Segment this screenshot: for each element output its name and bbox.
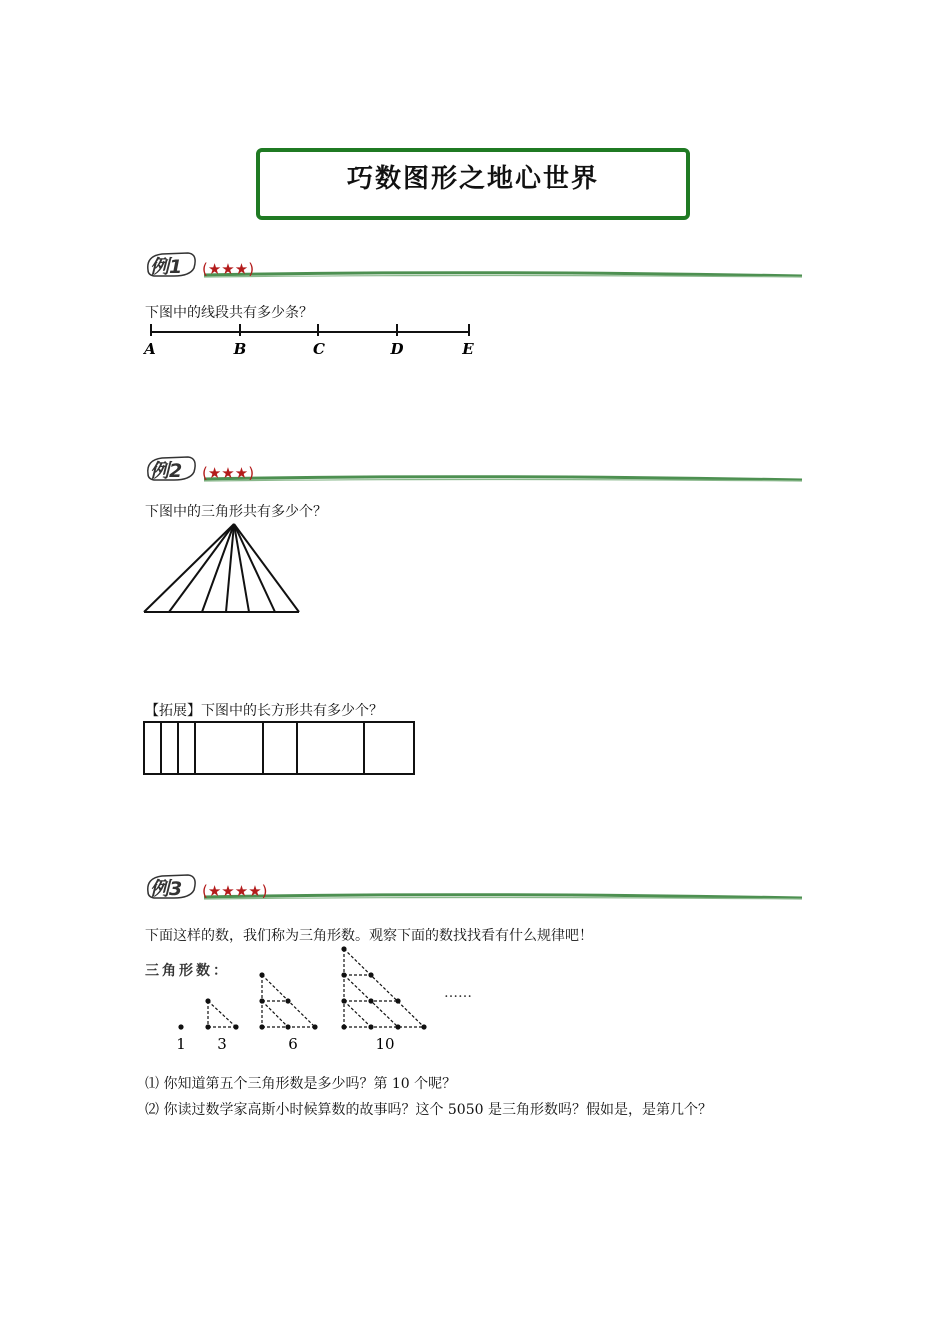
example-3-question-1: ⑴ 你知道第五个三角形数是多少吗？第 10 个呢？	[145, 1076, 457, 1092]
fan-ray-2	[169, 524, 234, 612]
point-label-e: E	[462, 340, 474, 358]
triangular-number-caption: 三角形数：	[145, 963, 230, 979]
page-title: 巧数图形之地心世界	[346, 164, 599, 194]
example-2-stars: (★★★)	[202, 464, 255, 482]
example-3-label: 例3	[150, 878, 183, 900]
example-1-divider-shade	[204, 276, 802, 278]
point-label-c: C	[313, 340, 325, 358]
point-label-d: D	[390, 340, 404, 358]
triangle-10	[341, 946, 426, 1029]
ellipsis: ……	[444, 985, 472, 1001]
example-2-divider-shade	[204, 480, 802, 482]
fan-ray-7	[234, 524, 299, 612]
triangle-3	[205, 998, 238, 1029]
example-2-question: 下图中的三角形共有多少个？	[145, 504, 327, 520]
number-label-6: 6	[288, 1035, 298, 1053]
triangle-6	[259, 972, 317, 1029]
example-1-label: 例1	[150, 256, 183, 278]
triangle-fan-figure	[140, 520, 305, 616]
number-label-10: 10	[375, 1035, 395, 1053]
point-label-a: A	[144, 340, 156, 358]
example-1-question: 下图中的线段共有多少条？	[145, 305, 313, 321]
point-label-b: B	[233, 340, 247, 358]
example-2-label: 例2	[150, 460, 183, 482]
rectangle-strip-figure	[142, 720, 418, 778]
example-3-divider-shade	[204, 898, 802, 900]
example-2-header	[144, 452, 804, 484]
example-3-question-2: ⑵ 你读过数学家高斯小时候算数的故事吗？这个 5050 是三角形数吗？假如是，是第几个？	[145, 1102, 712, 1118]
example-1-header	[144, 248, 804, 280]
extension-question: 【拓展】下图中的长方形共有多少个？	[145, 703, 383, 719]
strip-outline	[144, 722, 414, 774]
fan-ray-1	[144, 524, 234, 612]
example-3-intro: 下面这样的数，我们称为三角形数。观察下面的数找找看有什么规律吧！	[145, 928, 593, 944]
fan-ray-6	[234, 524, 275, 612]
number-label-1: 1	[176, 1035, 186, 1053]
line-segment-figure	[140, 320, 480, 360]
fan-ray-5	[234, 524, 249, 612]
triangular-number-figure	[160, 935, 480, 1065]
title-box	[256, 148, 690, 220]
number-label-3: 3	[217, 1035, 227, 1053]
dot	[178, 1024, 183, 1029]
example-3-stars: (★★★★)	[202, 882, 268, 900]
example-3-header	[144, 870, 804, 902]
example-1-stars: (★★★)	[202, 260, 255, 278]
